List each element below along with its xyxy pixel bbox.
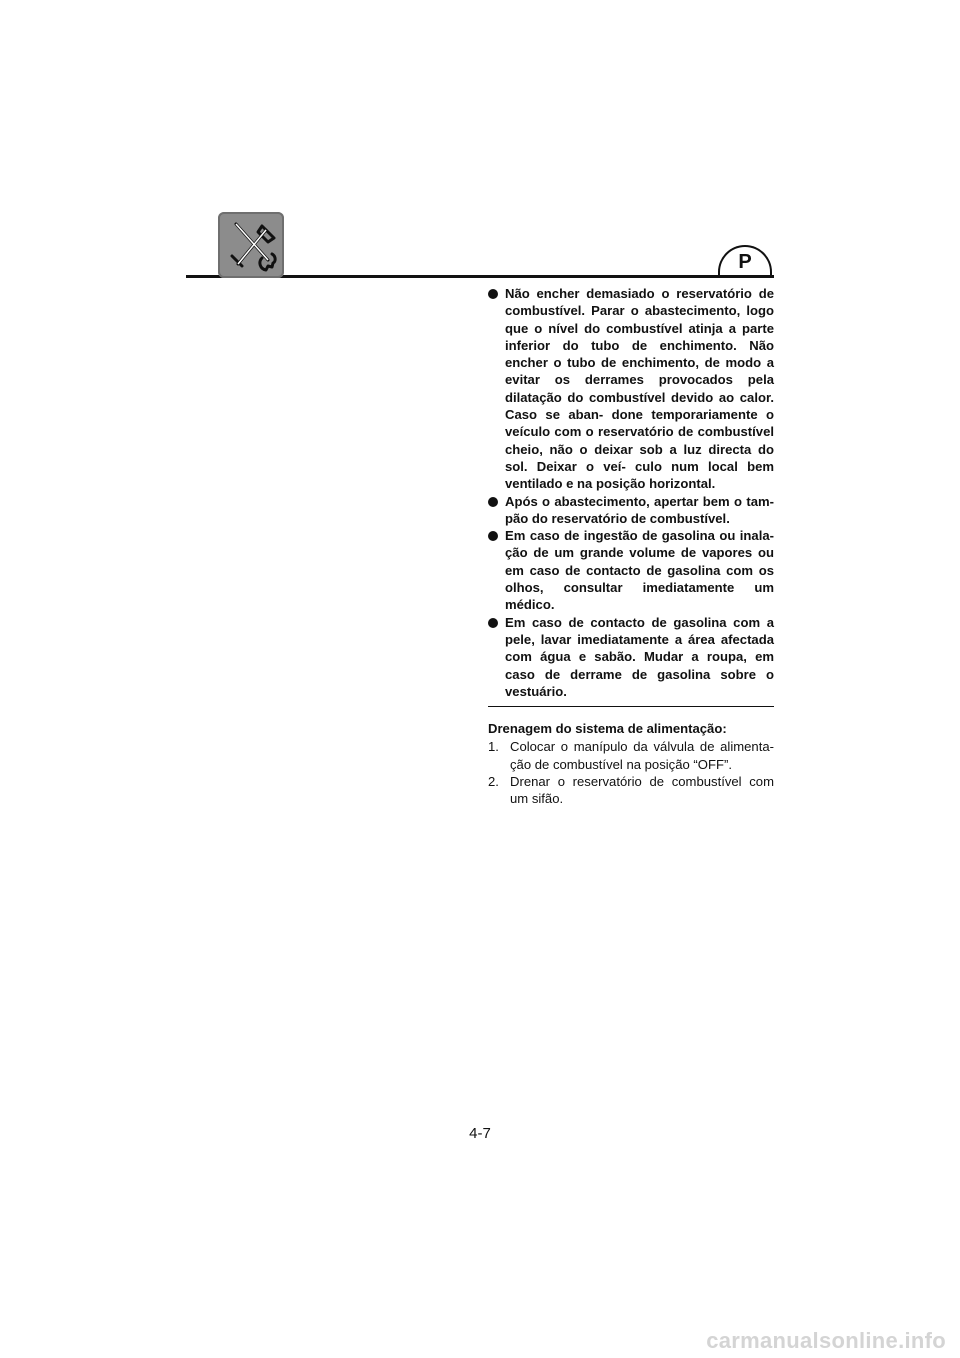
watermark: carmanualsonline.info	[706, 1328, 946, 1353]
warning-item: Após o abastecimento, apertar bem o tam- pão do reservatório de combustível.	[488, 493, 774, 528]
bullet-icon	[488, 497, 498, 507]
warning-end-rule	[488, 706, 774, 707]
step-item: 2. Drenar o reservatório de combustível com um sifão.	[488, 774, 774, 807]
warning-item: Em caso de contacto de gasolina com a pele, lavar imediatamente a área afectada com água e sabão. Mudar a roupa, em caso de derrame de gasolina sobre o vestuário.	[488, 614, 774, 700]
bullet-icon	[488, 531, 498, 541]
wrench-and-tools-icon	[218, 212, 284, 278]
section-title: Drenagem do sistema de alimentação:	[488, 721, 727, 737]
bullet-icon	[488, 289, 498, 299]
warning-item: Em caso de ingestão de gasolina ou inala- ção de um grande volume de vapores ou em caso de contacto de gasolina com os olhos, consultar imediatamente um médico.	[488, 527, 774, 613]
main-content	[488, 285, 774, 808]
page-number: 4-7	[469, 1125, 491, 1142]
bullet-icon	[488, 618, 498, 628]
warning-list	[488, 285, 774, 700]
steps-list	[488, 738, 774, 807]
step-item: 1. Colocar o manípulo da válvula de alimenta- ção de combustível na posição “OFF”.	[488, 739, 774, 772]
language-badge: P	[718, 245, 772, 275]
warning-item: Não encher demasiado o reservatório de combustível. Parar o abastecimento, logo que o nível do combustível atinja a parte inferior do tubo de enchimento. Não encher o tubo de enchimento, de modo a evitar os derrames provocados pela dilatação do combustível devido ao calor. Caso se aban- done temporariamente o veículo com o reservatório de combustível cheio, não o deixar sob a luz directa do sol. Deixar o veí- culo num local bem ventilado e na posição horizontal.	[488, 285, 774, 493]
